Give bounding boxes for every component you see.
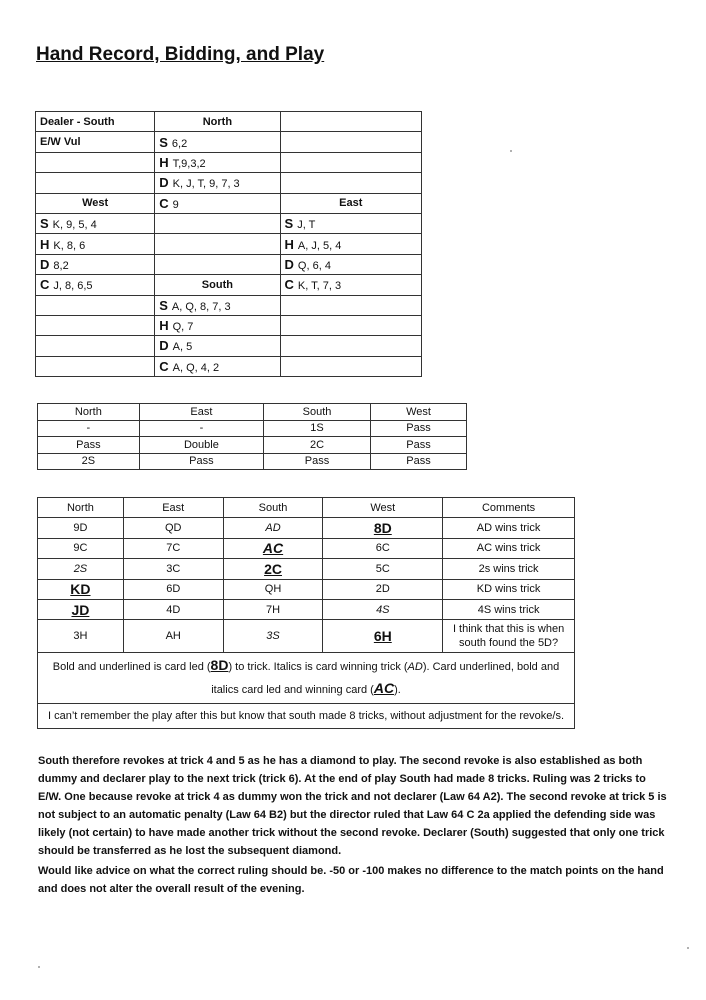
- east-label: East: [280, 193, 421, 213]
- card-cell: JD: [38, 599, 124, 619]
- legend-cell: Bold and underlined is card led (8D) to trick. Italics is card winning trick (AD). Card underlined, bold and italics card led and winning card (AC).: [38, 653, 575, 704]
- east-hearts: H A, J, 5, 4: [280, 234, 421, 254]
- page-title: Hand Record, Bidding, and Play: [36, 44, 325, 65]
- card-cell: 3S: [223, 620, 323, 653]
- south-spades: S A, Q, 8, 7, 3: [155, 295, 280, 315]
- card-cell: 3C: [123, 559, 223, 579]
- vulnerability-cell: E/W Vul: [36, 132, 155, 152]
- card-cell: 5C: [323, 559, 443, 579]
- bid-cell: Pass: [264, 453, 371, 470]
- west-diamonds: D 8,2: [36, 254, 155, 274]
- scan-speck: [38, 966, 40, 968]
- west-label: West: [36, 193, 155, 213]
- card-cell: AH: [123, 620, 223, 653]
- north-diamonds: D K, J, T, 9, 7, 3: [155, 173, 280, 193]
- comment-cell: AC wins trick: [443, 538, 575, 558]
- card-cell: 7C: [123, 538, 223, 558]
- bidding-row: [38, 437, 467, 454]
- south-hearts: H Q, 7: [155, 315, 280, 335]
- bid-cell: Pass: [139, 453, 263, 470]
- comment-cell: AD wins trick: [443, 518, 575, 538]
- trick-row: [38, 599, 575, 619]
- bid-cell: 2C: [264, 437, 371, 454]
- card-cell: 3H: [38, 620, 124, 653]
- west-hearts: H K, 8, 6: [36, 234, 155, 254]
- card-cell: 6D: [123, 579, 223, 599]
- card-cell: 2D: [323, 579, 443, 599]
- card-cell: 7H: [223, 599, 323, 619]
- card-cell: 6C: [323, 538, 443, 558]
- bidding-header: East: [139, 404, 263, 421]
- play-header-row: [38, 498, 575, 518]
- play-header: Comments: [443, 498, 575, 518]
- bid-cell: -: [38, 420, 140, 437]
- play-header: East: [123, 498, 223, 518]
- comment-cell: KD wins trick: [443, 579, 575, 599]
- card-cell: 4S: [323, 599, 443, 619]
- south-diamonds: D A, 5: [155, 336, 280, 356]
- bidding-row: [38, 453, 467, 470]
- ruling-paragraph: South therefore revokes at trick 4 and 5 as he has a diamond to play. The second revoke is also established as both dummy and declarer play to the next trick (trick 6). At the end of play South had made 8 tricks. Ruling was 2 tricks to E/W. One because revoke at trick 4 as dummy won the trick and not declarer (Law 64 A2). The second revoke at trick 5 is not subject to an automatic penalty (Law 64 B2) but the director ruled that Law 64 C 2a applied the defending side was likely (not certain) to have made another trick without the second revoke. Declarer (South) suggested that only one trick should be transferred as he lost the subsequent diamond.: [38, 755, 667, 857]
- trick-row: [38, 620, 575, 653]
- scan-speck: [510, 150, 512, 152]
- bid-cell: Pass: [371, 420, 467, 437]
- play-header: North: [38, 498, 124, 518]
- card-cell: 4D: [123, 599, 223, 619]
- card-cell: 9D: [38, 518, 124, 538]
- bidding-header: West: [371, 404, 467, 421]
- west-clubs: C J, 8, 6,5: [36, 275, 155, 295]
- remember-row: [38, 704, 575, 728]
- bid-cell: Pass: [371, 437, 467, 454]
- north-spades: S 6,2: [155, 132, 280, 152]
- card-cell: KD: [38, 579, 124, 599]
- play-table: [37, 497, 575, 729]
- trick-row: [38, 579, 575, 599]
- bid-cell: Pass: [38, 437, 140, 454]
- east-clubs: C K, T, 7, 3: [280, 275, 421, 295]
- comment-cell: 4S wins trick: [443, 599, 575, 619]
- bid-cell: Pass: [371, 453, 467, 470]
- bid-cell: 2S: [38, 453, 140, 470]
- east-spades: S J, T: [280, 213, 421, 233]
- legend-row: [38, 653, 575, 704]
- south-clubs: C A, Q, 4, 2: [155, 356, 280, 376]
- trick-row: [38, 559, 575, 579]
- east-diamonds: D Q, 6, 4: [280, 254, 421, 274]
- bidding-header-row: [38, 404, 467, 421]
- play-header: South: [223, 498, 323, 518]
- card-cell: QH: [223, 579, 323, 599]
- comment-cell: I think that this is when south found the 5D?: [443, 620, 575, 653]
- advice-paragraph: Would like advice on what the correct ruling should be. -50 or -100 makes no difference to the match points on the hand and does not alter the overall result of the evening.: [38, 865, 664, 895]
- card-cell: AC: [223, 538, 323, 558]
- bidding-table: [37, 403, 467, 470]
- bidding-header: South: [264, 404, 371, 421]
- legend-example-win: AD: [407, 661, 423, 674]
- comment-cell: 2s wins trick: [443, 559, 575, 579]
- remember-cell: I can’t remember the play after this but know that south made 8 tricks, without adjustment for the revoke/s.: [38, 704, 575, 728]
- dealer-cell: Dealer - South: [36, 112, 155, 132]
- south-label: South: [155, 275, 280, 295]
- card-cell: 2C: [223, 559, 323, 579]
- card-cell: 6H: [323, 620, 443, 653]
- north-clubs: C 9: [155, 193, 280, 213]
- scan-speck: [687, 947, 689, 949]
- bid-cell: -: [139, 420, 263, 437]
- north-label: North: [155, 112, 280, 132]
- legend-example-ledwin: AC: [373, 680, 395, 697]
- west-spades: S K, 9, 5, 4: [36, 213, 155, 233]
- card-cell: AD: [223, 518, 323, 538]
- north-hearts: H T,9,3,2: [155, 152, 280, 172]
- play-header: West: [323, 498, 443, 518]
- card-cell: 8D: [323, 518, 443, 538]
- card-cell: 9C: [38, 538, 124, 558]
- card-cell: 2S: [38, 559, 124, 579]
- trick-row: [38, 518, 575, 538]
- trick-row: [38, 538, 575, 558]
- bid-cell: Double: [139, 437, 263, 454]
- bid-cell: 1S: [264, 420, 371, 437]
- card-cell: QD: [123, 518, 223, 538]
- legend-example-led: 8D: [210, 657, 229, 674]
- bidding-row: [38, 420, 467, 437]
- hand-record-table: [35, 111, 422, 377]
- bidding-header: North: [38, 404, 140, 421]
